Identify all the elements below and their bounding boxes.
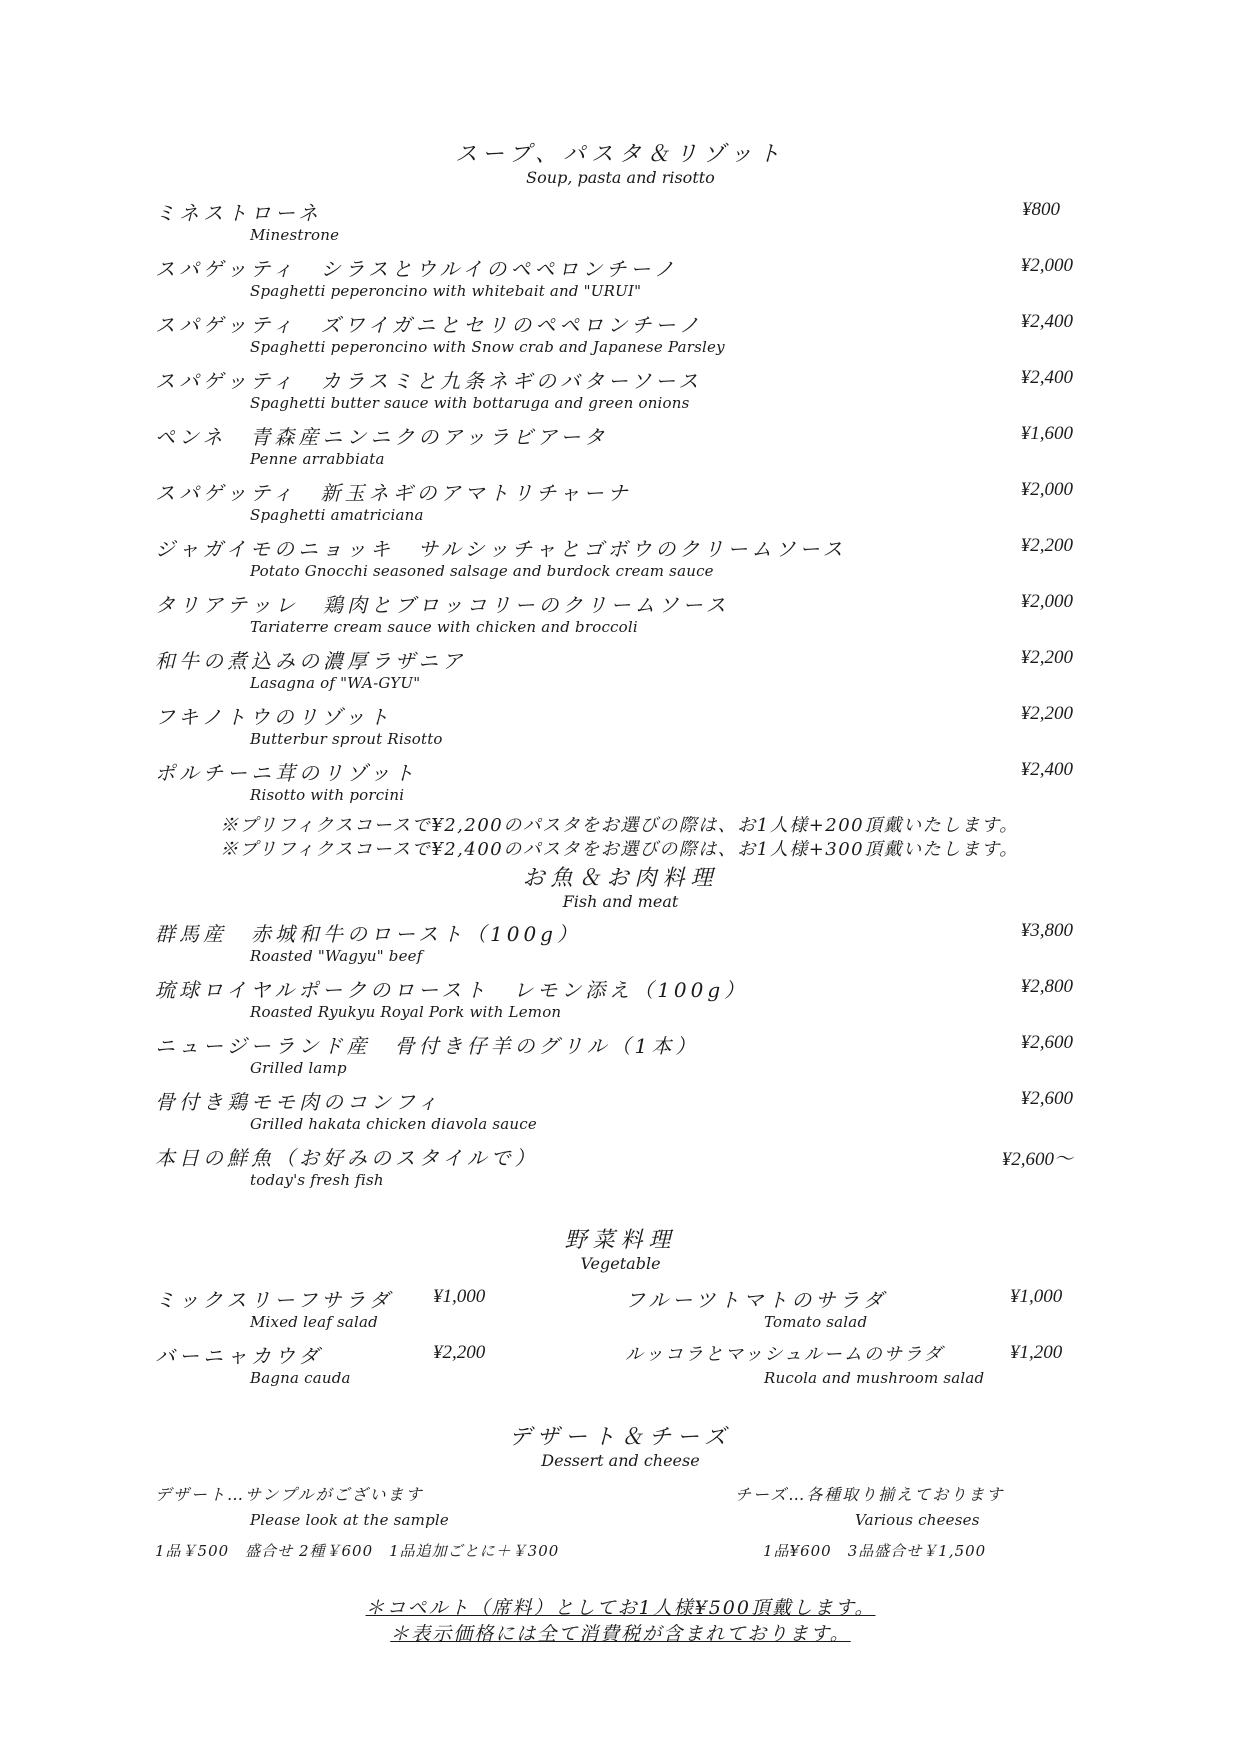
menu-item xyxy=(0,309,1241,365)
section-title-en: Soup, pasta and risotto xyxy=(526,168,715,187)
menu-item xyxy=(0,701,1241,757)
item-name-en: Spaghetti butter sauce with bottaruga and green onions xyxy=(250,394,690,412)
item-name-en: Grilled hakata chicken diavola sauce xyxy=(250,1115,537,1133)
item-name-en: Risotto with porcini xyxy=(250,786,405,804)
section-title-jp: お魚＆お肉料理 xyxy=(522,866,719,891)
item-name-en: Tariaterre cream sauce with chicken and broccoli xyxy=(250,618,638,636)
menu-item xyxy=(0,589,1241,645)
section-dessert-title xyxy=(0,1420,1241,1470)
item-name-en: Spaghetti amatriciana xyxy=(250,506,424,524)
section-veg-title xyxy=(0,1223,1241,1273)
item-price: ¥800 xyxy=(1022,199,1060,220)
cheese-title: チーズ…各種取り揃えております xyxy=(735,1485,1005,1504)
menu-item xyxy=(0,477,1241,533)
veg-item-name-jp: フルーツトマトのサラダ xyxy=(625,1288,888,1312)
section-title-en: Fish and meat xyxy=(562,892,679,911)
item-name-jp: スパゲッティ ズワイガニとセリのペペロンチーノ xyxy=(155,313,703,337)
item-name-en: Potato Gnocchi seasoned salsage and burdock cream sauce xyxy=(250,562,714,580)
item-name-en: today's fresh fish xyxy=(250,1171,384,1189)
item-name-en: Spaghetti peperoncino with whitebait and "URUI" xyxy=(250,282,642,300)
menu-item xyxy=(0,757,1241,813)
item-name-jp: 骨付き鶏モモ肉のコンフィ xyxy=(155,1090,442,1114)
cheese-prices: 1品¥600 3品盛合せ￥1,500 xyxy=(763,1542,987,1560)
dessert-title: デザート…サンプルがございます xyxy=(155,1485,424,1504)
item-name-jp: タリアテッレ 鶏肉とブロッコリーのクリームソース xyxy=(155,593,730,617)
item-price: ¥2,000 xyxy=(1020,591,1073,612)
item-price: ¥2,200 xyxy=(1020,703,1073,724)
item-price: ¥2,000 xyxy=(1020,479,1073,500)
item-name-jp: ペンネ 青森産ニンニクのアッラビアータ xyxy=(155,425,609,449)
veg-item-name-jp: ルッコラとマッシュルームのサラダ xyxy=(625,1344,944,1365)
item-name-en: Roasted Ryukyu Royal Pork with Lemon xyxy=(250,1003,562,1021)
item-name-en: Penne arrabbiata xyxy=(250,450,385,468)
item-name-en: Butterbur sprout Risotto xyxy=(250,730,443,748)
item-price: ¥2,800 xyxy=(1020,976,1073,997)
dessert-prices: 1品￥500 盛合せ 2種￥600 1品追加ごとに＋￥300 xyxy=(155,1542,560,1560)
item-name-jp: ポルチーニ茸のリゾット xyxy=(155,761,418,785)
item-price: ¥2,000 xyxy=(1020,255,1073,276)
item-price: ¥3,800 xyxy=(1020,920,1073,941)
item-price: ¥2,400 xyxy=(1020,311,1073,332)
menu-item xyxy=(0,1086,1241,1142)
item-price: ¥2,400 xyxy=(1020,759,1073,780)
menu-item xyxy=(0,533,1241,589)
veg-item-name-jp: バーニャカウダ xyxy=(155,1344,323,1368)
menu-item xyxy=(0,421,1241,477)
item-price: ¥2,400 xyxy=(1020,367,1073,388)
footer-note-copert: ＊コペルト（席料）としてお1人様¥500頂戴します。 xyxy=(365,1597,876,1619)
item-name-en: Roasted "Wagyu" beef xyxy=(250,947,423,965)
item-price: ¥2,200 xyxy=(1020,647,1073,668)
veg-item-price: ¥1,000 xyxy=(433,1286,486,1307)
item-name-en: Spaghetti peperoncino with Snow crab and Japanese Parsley xyxy=(250,338,725,356)
item-name-jp: 本日の鮮魚（お好みのスタイルで） xyxy=(155,1146,539,1170)
item-price: ¥2,600 xyxy=(1020,1088,1073,1109)
section-title-jp: 野菜料理 xyxy=(564,1228,677,1253)
pasta-note: ※プリフィクスコースで¥2,200のパスタをお選びの際は、お1人様+200頂戴いたします。 xyxy=(220,815,1019,836)
item-name-jp: ニュージーランド産 骨付き仔羊のグリル（1本） xyxy=(155,1034,700,1058)
item-price: ¥2,600 xyxy=(1020,1032,1073,1053)
veg-item-name-jp: ミックスリーフサラダ xyxy=(155,1288,394,1312)
item-name-jp: ジャガイモのニョッキ サルシッチャとゴボウのクリームソース xyxy=(155,537,847,561)
pasta-note: ※プリフィクスコースで¥2,400のパスタをお選びの際は、お1人様+300頂戴いたします。 xyxy=(220,839,1019,860)
dessert-en: Please look at the sample xyxy=(250,1511,449,1529)
menu-item xyxy=(0,253,1241,309)
menu-item xyxy=(0,365,1241,421)
cheese-en: Various cheeses xyxy=(855,1511,980,1529)
menu-item xyxy=(0,645,1241,701)
section-title-en: Vegetable xyxy=(580,1254,661,1273)
item-name-jp: 琉球ロイヤルポークのロースト レモン添え（100g） xyxy=(155,978,749,1002)
menu-item xyxy=(0,197,1241,253)
veg-item-name-en: Tomato salad xyxy=(764,1313,868,1331)
item-price: ¥2,600～ xyxy=(1001,1149,1073,1170)
menu-item xyxy=(0,918,1241,974)
item-price: ¥1,600 xyxy=(1020,423,1073,444)
veg-item-name-en: Mixed leaf salad xyxy=(250,1313,378,1331)
item-name-jp: ミネストローネ xyxy=(155,201,322,225)
veg-item-price: ¥2,200 xyxy=(433,1342,486,1363)
section-fish-title xyxy=(0,861,1241,911)
section-title-jp: スープ、パスタ＆リゾット xyxy=(455,142,786,167)
item-name-jp: スパゲッティ カラスミと九条ネギのバターソース xyxy=(155,369,703,393)
section-title-jp: デザート＆チーズ xyxy=(509,1425,732,1450)
item-name-jp: フキノトウのリゾット xyxy=(155,705,393,729)
veg-item-name-en: Bagna cauda xyxy=(250,1369,351,1387)
menu-item xyxy=(0,1030,1241,1086)
item-name-jp: 群馬産 赤城和牛のロースト（100g） xyxy=(155,922,581,946)
menu-item xyxy=(0,1142,1241,1198)
item-name-en: Grilled lamp xyxy=(250,1059,347,1077)
item-name-jp: 和牛の煮込みの濃厚ラザニア xyxy=(155,649,467,673)
section-soup-title xyxy=(0,137,1241,187)
section-title-en: Dessert and cheese xyxy=(541,1451,700,1470)
veg-item-price: ¥1,200 xyxy=(1010,1342,1063,1363)
item-name-jp: スパゲッティ 新玉ネギのアマトリチャーナ xyxy=(155,481,632,505)
item-name-en: Lasagna of "WA-GYU" xyxy=(250,674,421,692)
veg-item-price: ¥1,000 xyxy=(1010,1286,1063,1307)
item-name-en: Minestrone xyxy=(250,226,340,244)
menu-item xyxy=(0,974,1241,1030)
item-price: ¥2,200 xyxy=(1020,535,1073,556)
footer-note-tax: ＊表示価格には全て消費税が含まれております。 xyxy=(390,1623,851,1645)
item-name-jp: スパゲッティ シラスとウルイのペペロンチーノ xyxy=(155,257,678,281)
veg-item-name-en: Rucola and mushroom salad xyxy=(764,1369,985,1387)
